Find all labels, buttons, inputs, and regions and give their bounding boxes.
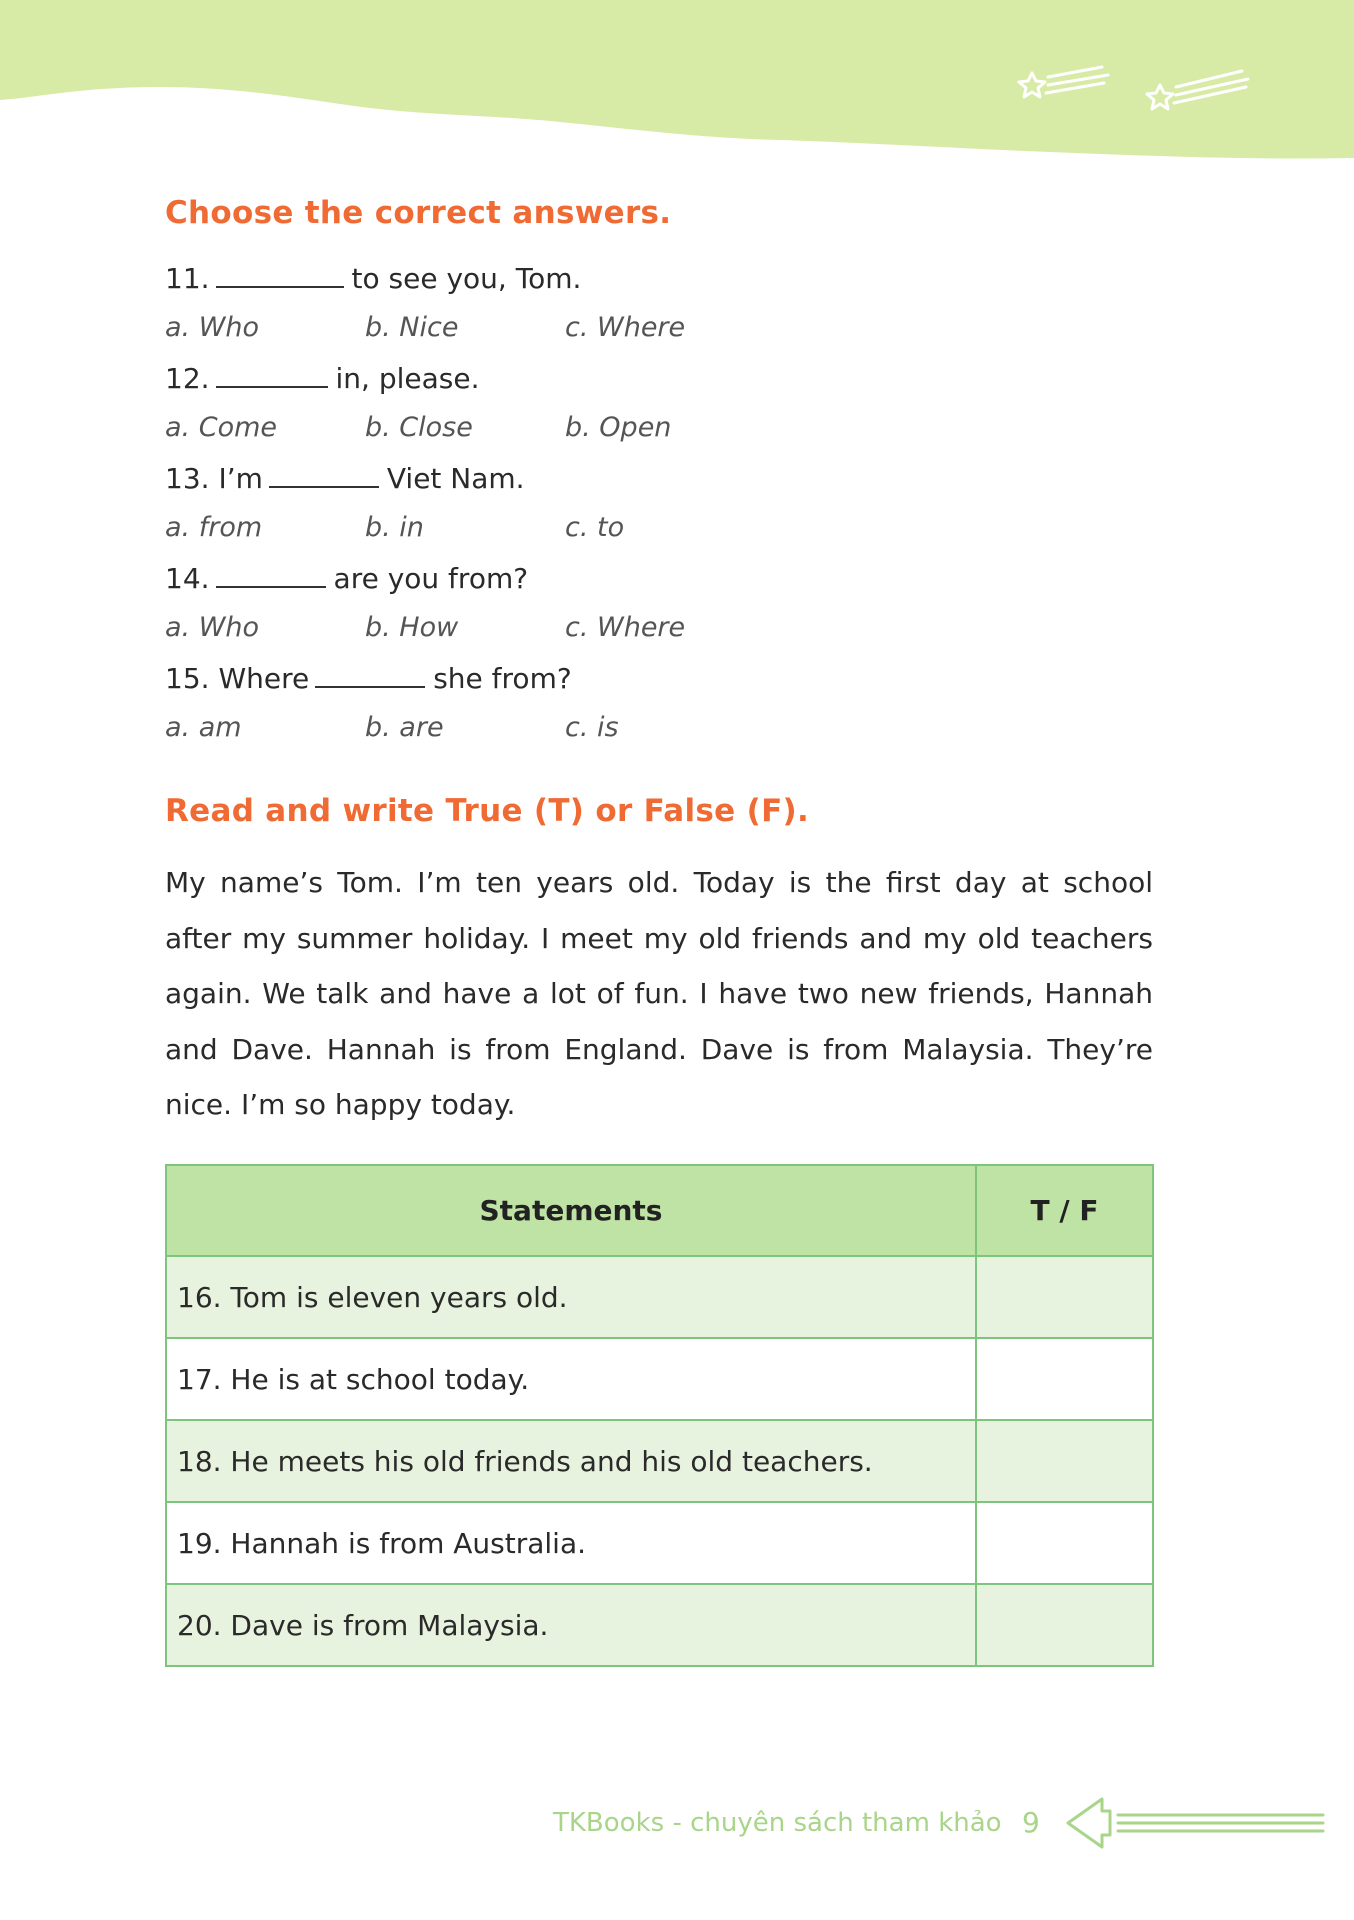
table-row [166, 1420, 1153, 1502]
table-header-row [166, 1165, 1153, 1256]
option[interactable]: a. am [165, 712, 242, 743]
option[interactable]: b. How [365, 612, 459, 643]
statement-cell: 16. Tom is eleven years old. [166, 1256, 976, 1338]
option[interactable]: b. Open [565, 412, 672, 443]
answer-blank [216, 284, 344, 288]
table-row [166, 1338, 1153, 1420]
shooting-stars-icon [1010, 55, 1260, 125]
question-number: 12. [165, 362, 210, 395]
question-13 [165, 462, 525, 495]
option[interactable]: a. from [165, 512, 263, 543]
option[interactable]: c. to [565, 512, 625, 543]
option[interactable]: c. is [565, 712, 619, 743]
footer-brand: TKBooks - chuyên sách tham khảo [553, 1808, 1002, 1838]
answer-cell[interactable] [976, 1338, 1153, 1420]
option[interactable]: a. Come [165, 412, 277, 443]
question-14 [165, 562, 528, 595]
arrow-left-icon [1058, 1793, 1328, 1853]
answer-blank [216, 384, 328, 388]
option[interactable]: b. Nice [365, 312, 459, 343]
answer-cell[interactable] [976, 1420, 1153, 1502]
page-number: 9 [1022, 1806, 1040, 1839]
table-row [166, 1584, 1153, 1666]
statement-cell: 17. He is at school today. [166, 1338, 976, 1420]
true-false-table [165, 1164, 1154, 1667]
answer-blank [315, 684, 425, 688]
question-number: 13. [165, 462, 210, 495]
question-number: 14. [165, 562, 210, 595]
option[interactable]: b. Close [365, 412, 473, 443]
answer-blank [269, 484, 379, 488]
answer-cell[interactable] [976, 1256, 1153, 1338]
question-11 [165, 262, 581, 295]
question-text: are you from? [333, 562, 529, 595]
column-header-statements: Statements [166, 1165, 976, 1256]
table-row [166, 1502, 1153, 1584]
question-text: to see you, Tom. [351, 262, 582, 295]
statement-cell: 19. Hannah is from Australia. [166, 1502, 976, 1584]
question-number: 15. [165, 662, 210, 695]
statement-cell: 20. Dave is from Malaysia. [166, 1584, 976, 1666]
question-text: she from? [433, 662, 572, 695]
section-title-choose: Choose the correct answers. [165, 195, 672, 231]
option[interactable]: b. are [365, 712, 444, 743]
option[interactable]: b. in [365, 512, 424, 543]
question-12 [165, 362, 480, 395]
question-text: Viet Nam. [386, 462, 525, 495]
answer-cell[interactable] [976, 1584, 1153, 1666]
column-header-tf: T / F [976, 1165, 1153, 1256]
option[interactable]: a. Who [165, 612, 260, 643]
question-text-before: I’m [218, 462, 263, 495]
table-row [166, 1256, 1153, 1338]
question-number: 11. [165, 262, 210, 295]
question-text: in, please. [335, 362, 480, 395]
question-15 [165, 662, 572, 695]
answer-cell[interactable] [976, 1502, 1153, 1584]
reading-passage: My name’s Tom. I’m ten years old. Today is the first day at school after my summer holiday. I meet my old friends and my old teachers again. We talk and have a lot of fun. I have two new friends, Hannah and Dave. Hannah is from England. Dave is from Malaysia. They’re nice. I’m so happy today. [165, 866, 1153, 1121]
statement-cell: 18. He meets his old friends and his old teachers. [166, 1420, 976, 1502]
option[interactable]: c. Where [565, 612, 686, 643]
option[interactable]: c. Where [565, 312, 686, 343]
question-text-before: Where [218, 662, 310, 695]
option[interactable]: a. Who [165, 312, 260, 343]
section-title-true-false: Read and write True (T) or False (F). [165, 793, 810, 829]
answer-blank [216, 584, 326, 588]
